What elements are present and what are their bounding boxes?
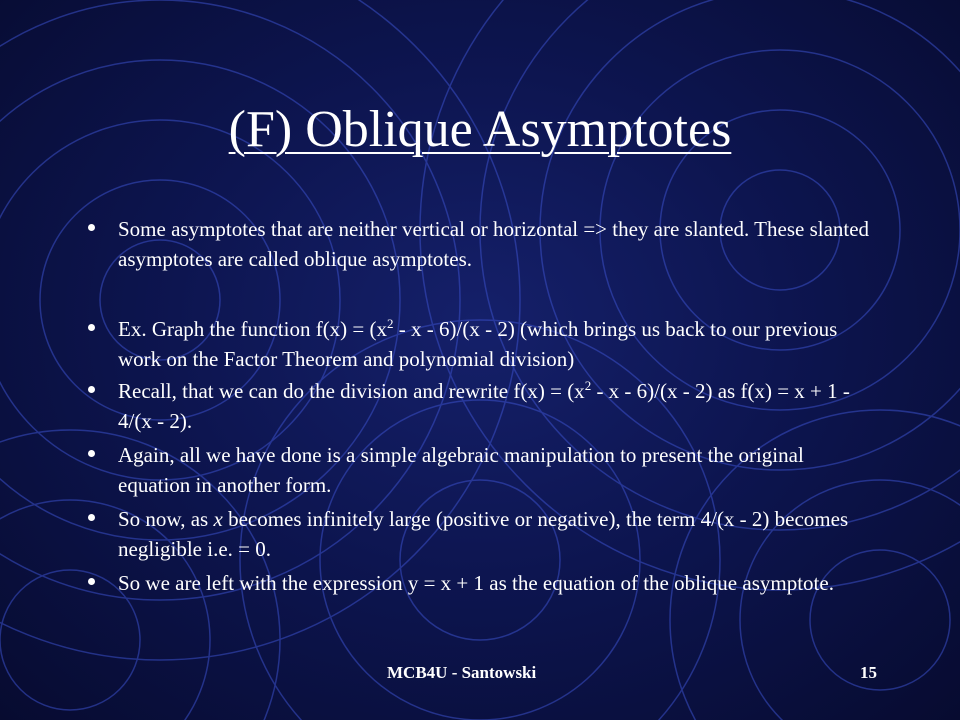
bullet-dot-icon xyxy=(88,450,95,457)
bullet-text: Recall, that we can do the division and rewrite $f(x) = (x^2 - x - 6)/(x - 2)$ as f(x) = x + 1 - 4/(x - 2). xyxy=(118,378,850,433)
slide-title: (F) Oblique Asymptotes xyxy=(228,101,732,158)
bullet-text: Ex. Graph the function $f(x) = (x^2 - x - 6)/(x - 2)$ (which brings us back to our previous work on the Factor Theorem and polynomial division) xyxy=(118,316,838,371)
bullet-dot-icon xyxy=(88,224,95,231)
page-number: 15 xyxy=(860,663,877,682)
bullet-text: Again, all we have done is a simple algebraic manipulation to present the original equation in another form. xyxy=(118,443,804,497)
bullet-dot-icon xyxy=(88,514,95,521)
bullet-text: So now, as x becomes infinitely large (positive or negative), the term 4/(x - 2) becomes negligible i.e. = 0. xyxy=(118,507,849,561)
bullet-text: Some asymptotes that are neither vertical or horizontal => they are slanted. These slanted asymptotes are called oblique asymptotes. xyxy=(118,217,870,271)
bullet-text: So we are left with the expression y = x + 1 as the equation of the oblique asymptote. xyxy=(118,571,834,595)
bullet-dot-icon xyxy=(88,386,95,393)
bullet-dot-icon xyxy=(88,324,95,331)
bullet-dot-icon xyxy=(88,578,95,585)
footer-course-author: MCB4U - Santowski xyxy=(387,663,537,682)
